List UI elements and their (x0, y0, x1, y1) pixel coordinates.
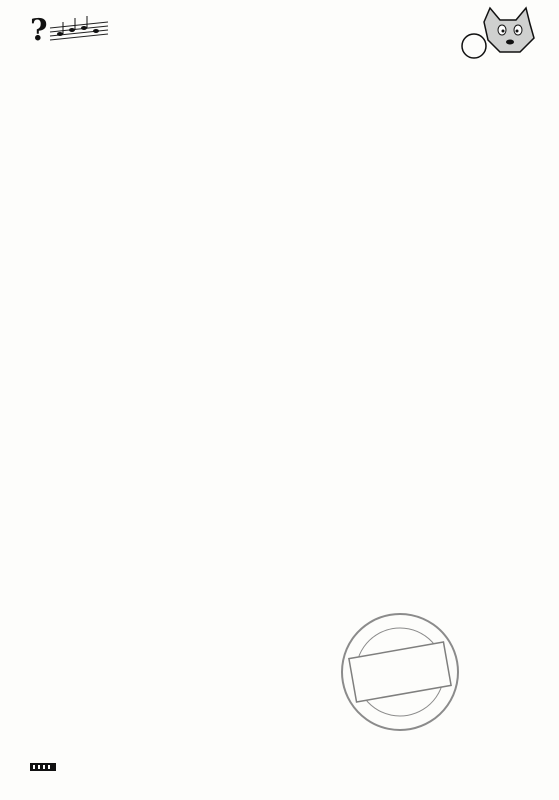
svg-text:?: ? (30, 13, 48, 48)
